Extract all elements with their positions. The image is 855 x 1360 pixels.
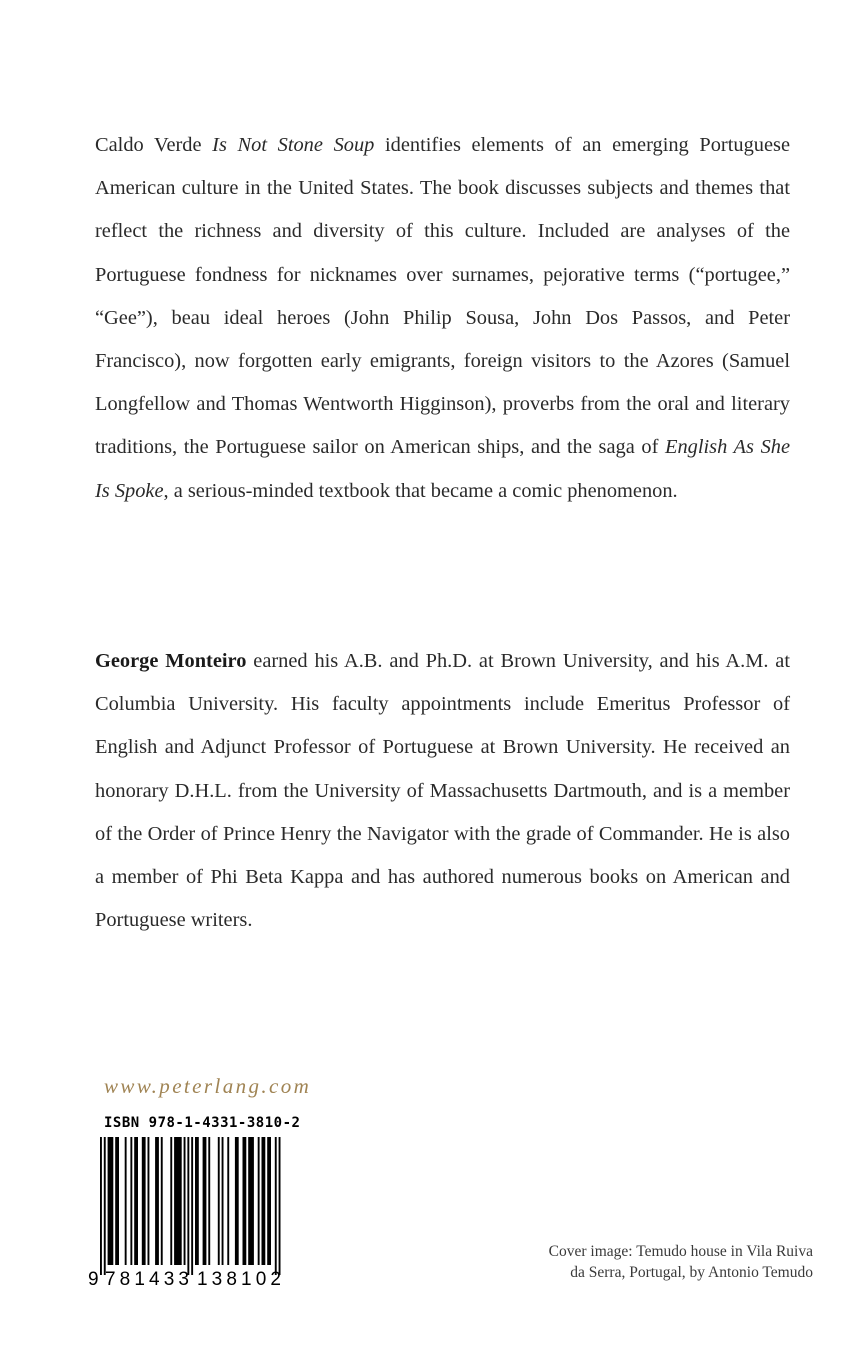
barcode-bar <box>243 1137 247 1265</box>
author-bio-text: earned his A.B. and Ph.D. at Brown University, and his A.M. at Columbia University. His faculty appointments include Emeritus Professor of English and Adjunct Professor of Portuguese at Brown University. He received an honorary D.H.L. from the University of Massachusetts Dartmouth, and is a member of the Order of Prince Henry the Navigator with the grade of Commander. He is also a member of Phi Beta Kappa and has authored numerous books on American and Portuguese writers. <box>95 650 790 932</box>
barcode-bar <box>195 1137 199 1265</box>
barcode-bar <box>275 1137 277 1275</box>
barcode-bar <box>148 1137 150 1265</box>
barcode-bar <box>125 1137 127 1265</box>
barcode-first-digit: 9 <box>88 1269 99 1287</box>
barcode-bar <box>218 1137 220 1265</box>
barcode-bar <box>130 1137 132 1265</box>
barcode-bar <box>248 1137 254 1265</box>
barcode-bar <box>184 1137 186 1265</box>
barcode-bar <box>174 1137 182 1265</box>
author-name: George Monteiro <box>95 650 247 672</box>
blurb-text-1: identifies elements of an emerging Portuguese American culture in the United States. The book discusses subjects and themes that reflect the richness and diversity of this culture. Included are analyses of the Portuguese fondness for nicknames over surnames, pejorative terms (“portugee,” “Gee”), beau ideal heroes (John Philip Sousa, John Dos Passos, and Peter Francisco), now forgotten early emigrants, foreign visitors to the Azores (Samuel Longfellow and Thomas Wentworth Higginson), proverbs from the oral and literary traditions, the Portuguese sailor on American ships, and the saga of <box>95 134 791 459</box>
barcode-bar <box>161 1137 163 1265</box>
book-title: Is Not Stone Soup <box>212 134 375 156</box>
barcode-bar <box>108 1137 114 1265</box>
barcode-bar <box>279 1137 281 1275</box>
barcode-bar <box>155 1137 159 1265</box>
credit-line-2: da Serra, Portugal, by Antonio Temudo <box>570 1264 813 1281</box>
barcode-bar <box>100 1137 102 1275</box>
barcode-bars <box>100 1137 281 1275</box>
barcode-bar <box>203 1137 207 1265</box>
credit-line-1: Cover image: Temudo house in Vila Ruiva <box>548 1243 813 1260</box>
barcode-bar <box>258 1137 260 1265</box>
barcode-bar <box>208 1137 210 1265</box>
isbn-label: ISBN 978-1-4331-3810-2 <box>104 1115 301 1131</box>
publisher-url[interactable]: www.peterlang.com <box>104 1074 312 1098</box>
barcode-left-digits: 781433 <box>105 1269 189 1287</box>
book-description <box>95 124 790 513</box>
barcode-right-digits: 138102 <box>197 1269 281 1287</box>
barcode-bar <box>267 1137 271 1265</box>
barcode-bar <box>142 1137 146 1265</box>
blurb-text-2: , a serious-minded textbook that became a comic phenomenon. <box>163 479 678 502</box>
author-bio <box>95 640 790 942</box>
barcode-bar <box>115 1137 119 1265</box>
isbn-barcode <box>88 1137 293 1287</box>
barcode-bar <box>235 1137 239 1265</box>
referenced-book-title: English As She Is Spoke <box>95 436 791 502</box>
barcode-bar <box>262 1137 266 1265</box>
barcode-bar <box>191 1137 193 1275</box>
barcode-bar <box>104 1137 106 1275</box>
barcode-bar <box>134 1137 138 1265</box>
blurb-lead: Caldo Verde <box>95 134 213 156</box>
barcode-bar <box>222 1137 224 1265</box>
barcode-bar <box>227 1137 229 1265</box>
cover-image-credit <box>513 1241 813 1283</box>
barcode-bar <box>170 1137 172 1265</box>
barcode-bar <box>187 1137 189 1275</box>
